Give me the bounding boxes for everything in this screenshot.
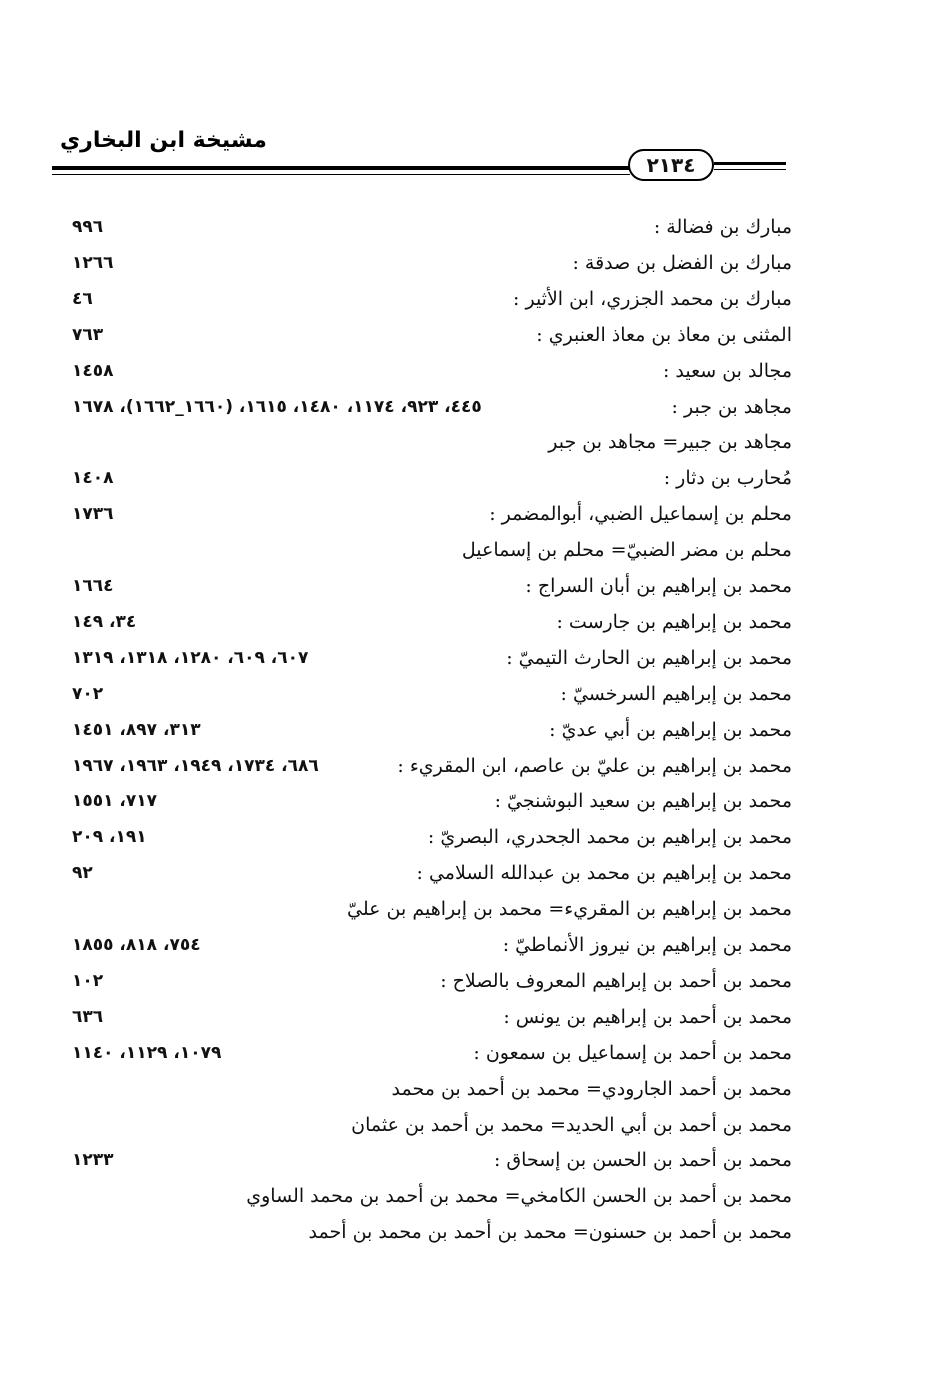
index-entry <box>60 461 792 495</box>
entry-name: مبارك بن فضالة : <box>653 216 792 238</box>
entry-name: محمد بن أحمد بن حسنون= محمد بن أحمد بن محمد بن أحمد <box>308 1221 792 1244</box>
entry-name: محمد بن إبراهيم بن محمد بن عبدالله السلامي : <box>416 862 792 885</box>
index-entry <box>60 605 792 639</box>
index-entry <box>60 677 792 711</box>
entry-refs: ١٠٢ <box>72 970 104 991</box>
index-entry <box>60 497 792 531</box>
entry-name: محمد بن إبراهيم بن جارست : <box>556 610 792 633</box>
index-entry <box>60 1072 792 1106</box>
index-entry <box>60 569 792 603</box>
header-rule <box>52 166 630 170</box>
index-entry <box>60 390 792 424</box>
index-entry <box>60 856 792 890</box>
entry-refs: ٣٤، ١٤٩ <box>72 611 137 632</box>
entry-refs: ١٧٣٦ <box>72 504 114 525</box>
entry-refs: ٤٤٥، ٩٢٣، ١١٧٤، ١٤٨٠، ١٦١٥، (١٦٦٠_١٦٦٢)، ١٦٧٨ <box>72 396 482 417</box>
index-entry <box>60 784 792 818</box>
entry-name: محمد بن إبراهيم بن أبان السراج : <box>525 575 792 597</box>
index-entry <box>60 820 792 854</box>
entry-refs: ٦٠٧، ٦٠٩، ١٢٨٠، ١٣١٨، ١٣١٩ <box>72 647 309 668</box>
entry-name: محمد بن إبراهيم بن المقريء= محمد بن إبراهيم بن عليّ <box>347 898 792 921</box>
entry-name: محلم بن إسماعيل الضبي، أبوالمضمر : <box>489 503 792 526</box>
entry-refs: ٧٦٣ <box>72 324 104 345</box>
index-entry <box>60 318 792 352</box>
index-entry <box>60 533 792 567</box>
index-entry <box>60 964 792 998</box>
page-header <box>0 0 949 200</box>
entry-name: محمد بن أحمد بن الحسن بن إسحاق : <box>493 1149 792 1172</box>
entry-name: مجاهد بن جبير= مجاهد بن جبر <box>548 431 792 454</box>
entry-refs: ١٠٧٩، ١١٢٩، ١١٤٠ <box>72 1042 222 1063</box>
running-title: مشيخة ابن البخاري <box>60 128 267 153</box>
entry-name: مبارك بن الفضل بن صدقة : <box>572 251 792 274</box>
entry-refs: ١٤٥٨ <box>72 360 114 381</box>
index-entry <box>60 282 792 316</box>
index-entry <box>60 425 792 459</box>
index-entry <box>60 892 792 926</box>
index-entry <box>60 928 792 962</box>
entry-name: محمد بن إبراهيم بن سعيد البوشنجيّ : <box>494 790 792 813</box>
entry-refs: ٧٠٢ <box>72 683 104 704</box>
index-entry <box>60 1143 792 1177</box>
index-entry <box>60 1036 792 1070</box>
entry-name: محمد بن أحمد بن إبراهيم المعروف بالصلاح : <box>440 969 792 992</box>
index-entry <box>60 749 792 783</box>
entry-name: محمد بن إبراهيم بن عليّ بن عاصم، ابن المقريء : <box>397 754 792 777</box>
header-rule-right-thin <box>714 169 786 170</box>
entry-name: محمد بن أحمد بن أبي الحديد= محمد بن أحمد بن عثمان <box>351 1113 792 1136</box>
entry-refs: ١٢٣٣ <box>72 1150 114 1171</box>
index-entry <box>60 1000 792 1034</box>
entry-refs: ٩٩٦ <box>72 217 104 237</box>
index-entry <box>60 1215 792 1249</box>
entry-refs: ٩٢ <box>72 863 93 884</box>
entry-name: محمد بن إبراهيم بن أبي عديّ : <box>549 718 792 741</box>
entry-refs: ٤٦ <box>72 288 93 309</box>
entry-name: محمد بن أحمد بن إبراهيم بن يونس : <box>503 1005 792 1028</box>
index-entry <box>60 354 792 388</box>
entry-refs: ٣١٣، ٨٩٧، ١٤٥١ <box>72 719 201 740</box>
entry-refs: ١٤٠٨ <box>72 468 114 489</box>
entry-name: محمد بن أحمد بن إسماعيل بن سمعون : <box>473 1041 792 1064</box>
header-rule-right <box>714 162 786 165</box>
index-entry <box>60 1179 792 1213</box>
entry-name: مجاهد بن جبر : <box>671 395 792 418</box>
header-rule-thin <box>52 174 630 175</box>
entry-name: محلم بن مضر الضبيّ= محلم بن إسماعيل <box>461 539 792 562</box>
entry-name: مبارك بن محمد الجزري، ابن الأثير : <box>513 287 792 310</box>
entry-refs: ١٦٦٤ <box>72 576 114 596</box>
entry-name: مجالد بن سعيد : <box>662 359 792 382</box>
index-entry <box>60 246 792 280</box>
index-entry <box>60 713 792 747</box>
entry-name: محمد بن إبراهيم بن الحارث التيميّ : <box>506 646 792 669</box>
entry-name: محمد بن إبراهيم السرخسيّ : <box>560 682 792 705</box>
index-entry <box>60 1108 792 1142</box>
entry-name: مُحارب بن دثار : <box>663 467 792 490</box>
entry-refs: ٧١٧، ١٥٥١ <box>72 791 158 812</box>
entry-refs: ١٩١، ٢٠٩ <box>72 827 147 848</box>
entry-name: محمد بن إبراهيم بن نيروز الأنماطيّ : <box>502 934 792 956</box>
index-entry <box>60 641 792 675</box>
index-entry <box>60 210 792 244</box>
entry-name: محمد بن أحمد الجارودي= محمد بن أحمد بن محمد <box>391 1077 792 1100</box>
entry-refs: ١٢٦٦ <box>72 252 114 273</box>
entry-name: محمد بن أحمد بن الحسن الكامخي= محمد بن أحمد بن محمد الساوي <box>246 1185 792 1208</box>
entry-refs: ٦٣٦ <box>72 1006 104 1027</box>
page-number: ٢١٣٤ <box>628 149 714 181</box>
entry-refs: ٧٥٤، ٨١٨، ١٨٥٥ <box>72 935 201 955</box>
entry-name: محمد بن إبراهيم بن محمد الجحدري، البصريّ : <box>427 826 792 849</box>
entry-refs: ٦٨٦، ١٧٣٤، ١٩٤٩، ١٩٦٣، ١٩٦٧ <box>72 755 319 776</box>
entry-name: المثنى بن معاذ بن معاذ العنبري : <box>536 323 792 346</box>
